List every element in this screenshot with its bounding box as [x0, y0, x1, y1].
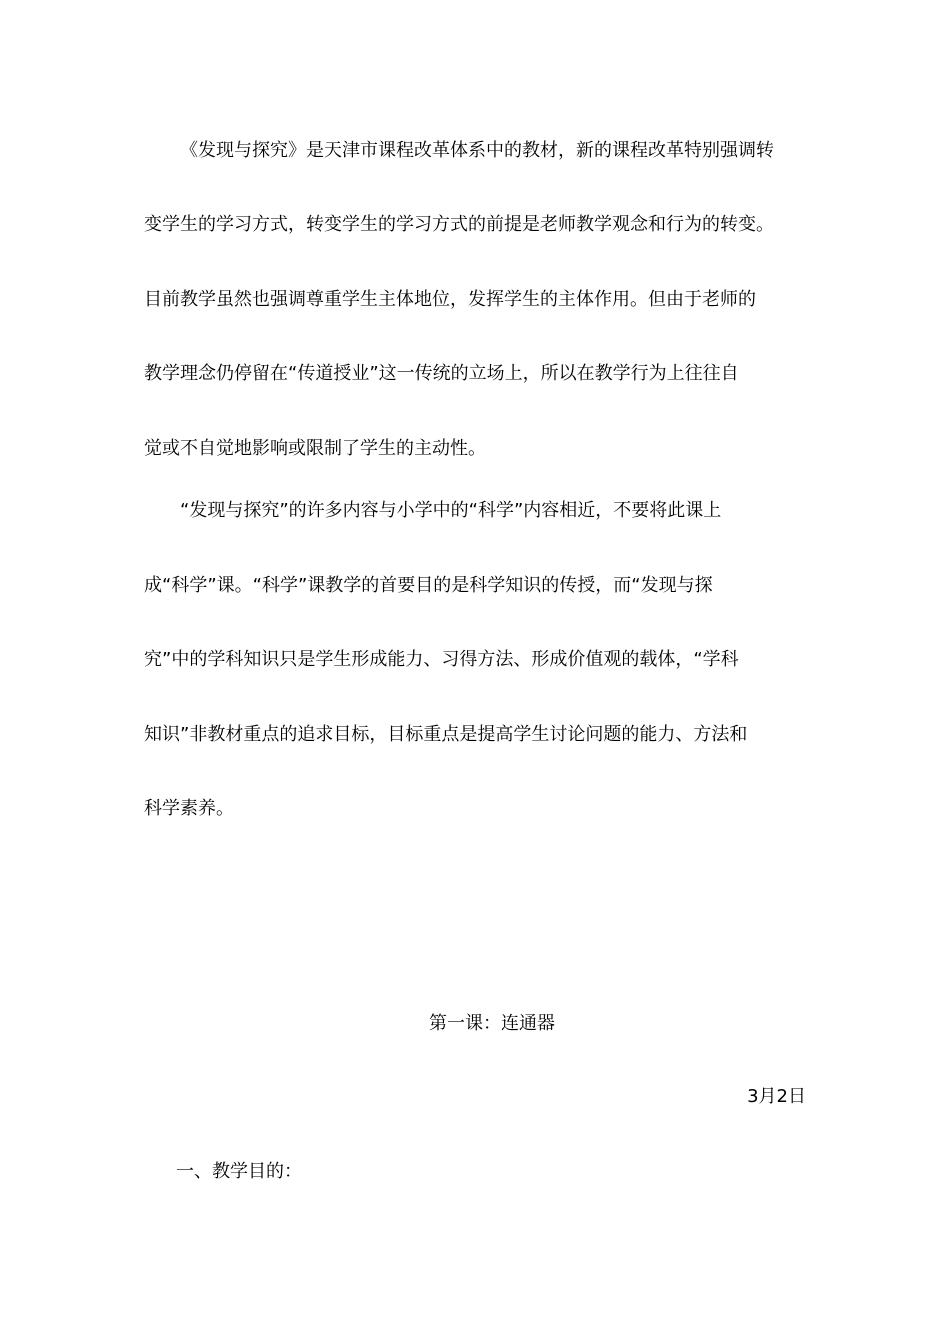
lesson-date: 3月2日	[747, 1086, 806, 1107]
paragraph-2-line-2: 成“科学”课。“科学”课教学的首要目的是科学知识的传授，而“发现与探	[144, 575, 713, 596]
lesson-title: 第一课：连通器	[429, 1013, 555, 1034]
section-heading: 一、教学目的：	[176, 1161, 302, 1182]
paragraph-1-line-1: 《发现与探究》是天津市课程改革体系中的教材，新的课程改革特别强调转	[180, 140, 774, 161]
paragraph-2-line-5: 科学素养。	[144, 798, 234, 819]
paragraph-2-line-3: 究”中的学科知识只是学生形成能力、习得方法、形成价值观的载体，“学科	[144, 649, 739, 670]
paragraph-2-line-4: 知识”非教材重点的追求目标，目标重点是提高学生讨论问题的能力、方法和	[144, 724, 748, 745]
paragraph-1-line-4: 教学理念仍停留在“传道授业”这一传统的立场上，所以在教学行为上往往自	[144, 363, 739, 384]
paragraph-2-line-1: “发现与探究”的许多内容与小学中的“科学”内容相近，不要将此课上	[180, 500, 722, 521]
paragraph-1-line-3: 目前教学虽然也强调尊重学生主体地位，发挥学生的主体作用。但由于老师的	[144, 289, 756, 310]
paragraph-1-line-5: 觉或不自觉地影响或限制了学生的主动性。	[144, 438, 486, 459]
paragraph-1-line-2: 变学生的学习方式，转变学生的学习方式的前提是老师教学观念和行为的转变。	[144, 214, 774, 235]
